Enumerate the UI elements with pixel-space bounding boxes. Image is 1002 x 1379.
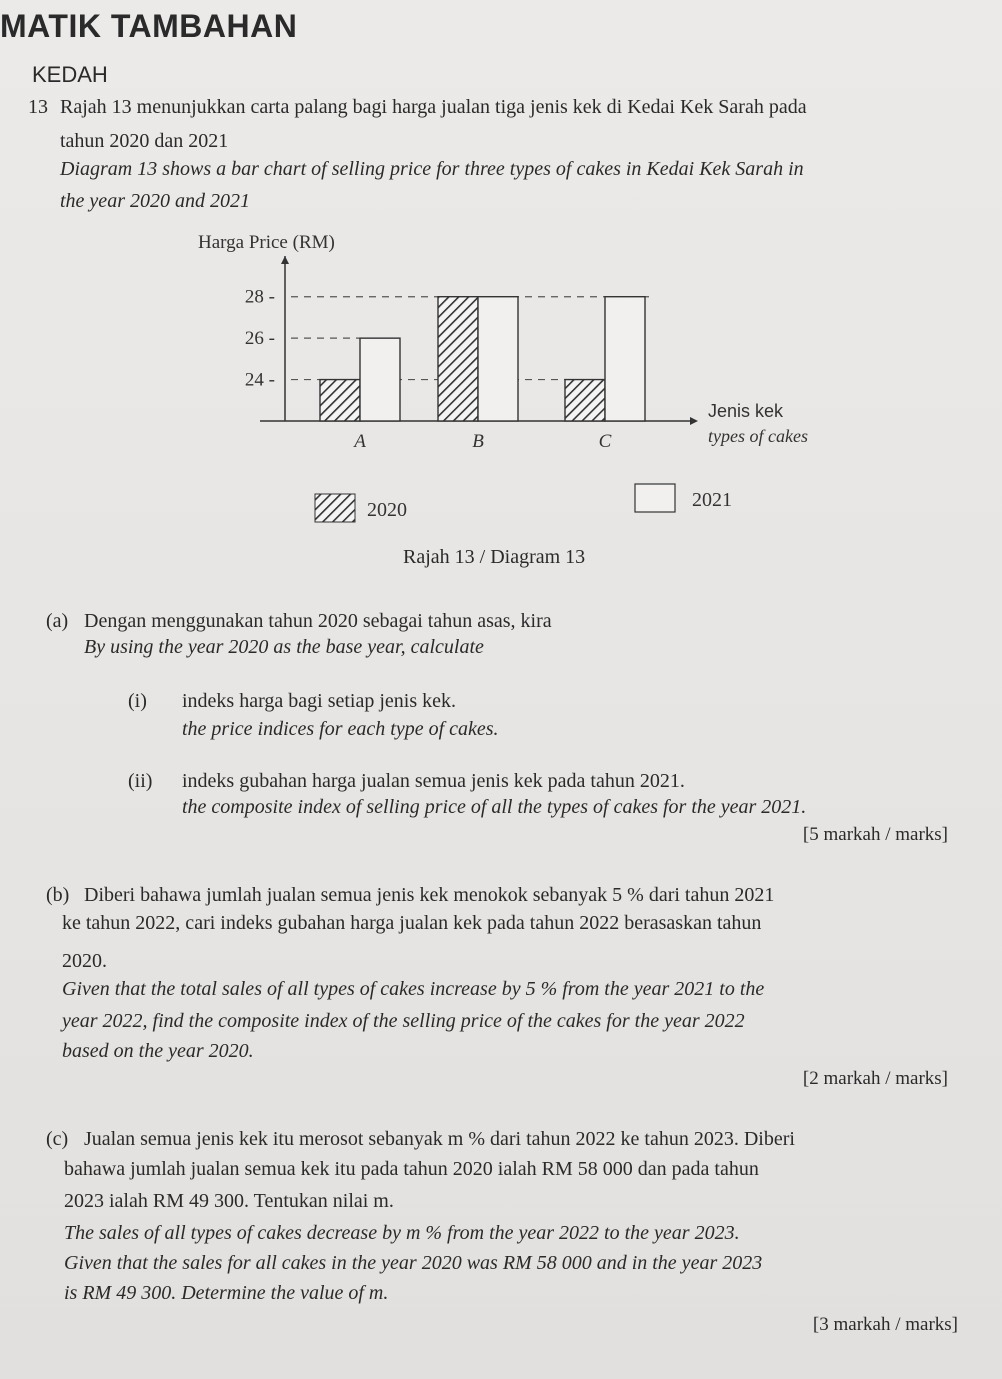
part-a-i-label: (i) <box>128 690 147 712</box>
part-a-ii-label: (ii) <box>128 770 153 792</box>
legend-label-2020: 2020 <box>367 499 407 521</box>
subject-title: MATIK TAMBAHAN <box>0 8 298 44</box>
bar-a-2021 <box>360 338 400 421</box>
part-c-en-2: Given that the sales for all cakes in the year 2020 was RM 58 000 and in the year 2023 <box>64 1252 763 1274</box>
part-a-en: By using the year 2020 as the base year, calculate <box>84 636 484 658</box>
part-a-ii-en: the composite index of selling price of all the types of cakes for the year 2021. <box>182 796 807 818</box>
bar-c-2021 <box>605 297 645 421</box>
x-category-label: A <box>354 431 366 452</box>
intro-en-line-2: the year 2020 and 2021 <box>60 190 250 212</box>
part-a-i-ms: indeks harga bagi setiap jenis kek. <box>182 690 457 712</box>
part-a-ii-ms: indeks gubahan harga jualan semua jenis kek pada tahun 2021. <box>182 770 685 792</box>
part-b-ms-1: Diberi bahawa jumlah jualan semua jenis kek menokok sebanyak 5 % dari tahun 2021 <box>84 884 775 906</box>
part-b-label: (b) <box>46 884 70 906</box>
bar-b-2021 <box>478 297 518 421</box>
bar-b-2020 <box>438 297 478 421</box>
x-axis-label-en: types of cakes <box>708 426 808 446</box>
x-axis-label-ms: Jenis kek <box>708 401 784 421</box>
part-c-en-3: is RM 49 300. Determine the value of m. <box>64 1282 389 1304</box>
y-axis-arrow <box>281 256 289 264</box>
diagram-caption: Rajah 13 / Diagram 13 <box>403 546 586 568</box>
x-category-label: B <box>472 431 484 452</box>
part-a-ms: Dengan menggunakan tahun 2020 sebagai tahun asas, kira <box>84 610 552 632</box>
part-c-ms-3: 2023 ialah RM 49 300. Tentukan nilai m. <box>64 1190 394 1212</box>
y-tick-label: 28 - <box>244 286 275 308</box>
part-b-en-1: Given that the total sales of all types of cakes increase by 5 % from the year 2021 to the <box>62 978 765 1000</box>
bar-a-2020 <box>320 380 360 421</box>
question-number: 13 <box>28 96 48 118</box>
part-b-en-2: year 2022, find the composite index of the selling price of the cakes for the year 2022 <box>62 1010 745 1032</box>
part-a-label: (a) <box>46 610 69 632</box>
legend-swatch-2020 <box>315 494 355 522</box>
part-b-ms-3: 2020. <box>62 950 107 972</box>
part-b-ms-2: ke tahun 2022, cari indeks gubahan harga jualan kek pada tahun 2022 berasaskan tahun <box>62 912 762 934</box>
intro-en-line-1: Diagram 13 shows a bar chart of selling price for three types of cakes in Kedai Kek Sarah in <box>60 158 804 180</box>
part-a-marks: [5 markah / marks] <box>802 824 948 845</box>
part-c-marks: [3 markah / marks] <box>812 1314 958 1335</box>
y-axis-label: Harga Price (RM) <box>198 232 335 253</box>
part-c-ms-2: bahawa jumlah jualan semua kek itu pada tahun 2020 ialah RM 58 000 dan pada tahun <box>64 1158 759 1180</box>
intro-ms-line-2: tahun 2020 dan 2021 <box>60 130 229 152</box>
part-a-i-en: the price indices for each type of cakes. <box>182 718 499 740</box>
x-axis-arrow <box>690 417 698 425</box>
state-label: KEDAH <box>32 62 108 87</box>
part-c-ms-1: Jualan semua jenis kek itu merosot sebanyak m % dari tahun 2022 ke tahun 2023. Diberi <box>84 1128 795 1150</box>
part-b-en-3: based on the year 2020. <box>62 1040 254 1062</box>
legend-label-2021: 2021 <box>692 489 732 511</box>
bar-c-2020 <box>565 380 605 421</box>
x-category-label: C <box>598 431 612 452</box>
bar-chart <box>180 228 880 538</box>
part-c-en-1: The sales of all types of cakes decrease by m % from the year 2022 to the year 2023. <box>64 1222 740 1244</box>
part-b-marks: [2 markah / marks] <box>802 1068 948 1089</box>
y-tick-label: 24 - <box>244 369 275 391</box>
legend-swatch-2021 <box>635 484 675 512</box>
y-tick-label: 26 - <box>244 328 275 350</box>
intro-ms-line-1: Rajah 13 menunjukkan carta palang bagi harga jualan tiga jenis kek di Kedai Kek Sarah pada <box>60 96 807 118</box>
part-c-label: (c) <box>46 1128 69 1150</box>
